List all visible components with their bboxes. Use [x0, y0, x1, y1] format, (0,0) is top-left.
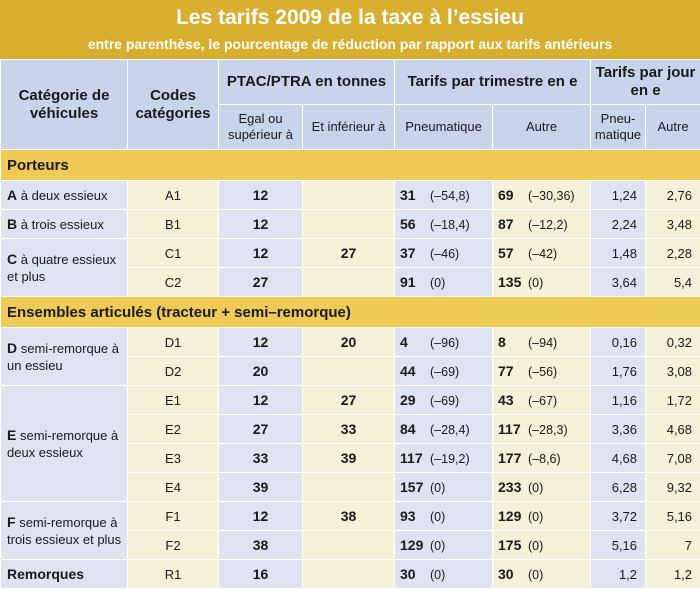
min-cell: 16 — [219, 560, 303, 589]
table-row — [1, 239, 700, 268]
page-title: Les tarifs 2009 de la taxe à l’essieu — [0, 0, 700, 35]
header-pneu-trim: Pneumatique — [395, 105, 493, 150]
jour-autre-cell: 9,32 — [646, 473, 700, 502]
header-egal: Egal ou supérieur à — [219, 105, 303, 150]
pneu-cell: 4 (–96) — [395, 328, 493, 357]
max-cell: 27 — [303, 386, 395, 415]
autre-cell: 233 (0) — [493, 473, 591, 502]
pneu-cell: 37 (–46) — [395, 239, 493, 268]
autre-cell: 135 (0) — [493, 268, 591, 297]
max-cell: 39 — [303, 444, 395, 473]
pneu-cell: 84 (–28,4) — [395, 415, 493, 444]
min-cell: 39 — [219, 473, 303, 502]
title-block — [0, 0, 700, 59]
header-jour: Tarifs par jour en e — [591, 60, 700, 105]
min-cell: 12 — [219, 386, 303, 415]
jour-pneu-cell: 6,28 — [591, 473, 646, 502]
pneu-cell: 117 (–19,2) — [395, 444, 493, 473]
max-cell — [303, 473, 395, 502]
table-row — [1, 181, 700, 210]
min-cell: 12 — [219, 328, 303, 357]
header-trimestre: Tarifs par trimestre en e — [395, 60, 591, 105]
jour-pneu-cell: 0,16 — [591, 328, 646, 357]
autre-cell: 87 (–12,2) — [493, 210, 591, 239]
jour-autre-cell: 3,48 — [646, 210, 700, 239]
code-cell: E3 — [128, 444, 219, 473]
autre-cell: 8 (–94) — [493, 328, 591, 357]
section-porteurs: Porteurs — [1, 150, 700, 181]
header-ptac: PTAC/PTRA en tonnes — [219, 60, 395, 105]
code-cell: E2 — [128, 415, 219, 444]
jour-pneu-cell: 1,16 — [591, 386, 646, 415]
category-cell: E semi-remorque à deux essieux — [1, 386, 128, 502]
jour-pneu-cell: 3,64 — [591, 268, 646, 297]
header-categorie: Catégorie de véhicules — [1, 60, 128, 150]
jour-autre-cell: 1,72 — [646, 386, 700, 415]
category-cell: D semi-remorque à un essieu — [1, 328, 128, 386]
code-cell: F2 — [128, 531, 219, 560]
jour-autre-cell: 1,2 — [646, 560, 700, 589]
max-cell: 20 — [303, 328, 395, 357]
max-cell — [303, 268, 395, 297]
jour-pneu-cell: 5,16 — [591, 531, 646, 560]
page-subtitle: entre parenthèse, le pourcentage de réduction par rapport aux tarifs antérieurs — [0, 35, 700, 53]
jour-autre-cell: 7,08 — [646, 444, 700, 473]
code-cell: E1 — [128, 386, 219, 415]
pneu-cell: 56 (–18,4) — [395, 210, 493, 239]
max-cell: 27 — [303, 239, 395, 268]
pneu-cell: 30 (0) — [395, 560, 493, 589]
section-row — [1, 297, 700, 328]
code-cell: D1 — [128, 328, 219, 357]
code-cell: E4 — [128, 473, 219, 502]
pneu-cell: 93 (0) — [395, 502, 493, 531]
min-cell: 27 — [219, 415, 303, 444]
autre-cell: 43 (–67) — [493, 386, 591, 415]
jour-pneu-cell: 1,76 — [591, 357, 646, 386]
jour-autre-cell: 0,32 — [646, 328, 700, 357]
min-cell: 12 — [219, 239, 303, 268]
jour-autre-cell: 7 — [646, 531, 700, 560]
table-row — [1, 210, 700, 239]
category-cell: B à trois essieux — [1, 210, 128, 239]
table-row — [1, 560, 700, 589]
category-cell: A à deux essieux — [1, 181, 128, 210]
header-codes: Codes catégories — [128, 60, 219, 150]
min-cell: 12 — [219, 502, 303, 531]
pneu-cell: 29 (–69) — [395, 386, 493, 415]
min-cell: 38 — [219, 531, 303, 560]
jour-autre-cell: 4,68 — [646, 415, 700, 444]
header-pneu-jour: Pneu-matique — [591, 105, 646, 150]
section-row — [1, 150, 700, 181]
header-autre-jour: Autre — [646, 105, 700, 150]
jour-pneu-cell: 3,36 — [591, 415, 646, 444]
min-cell: 27 — [219, 268, 303, 297]
min-cell: 20 — [219, 357, 303, 386]
autre-cell: 69 (–30,36) — [493, 181, 591, 210]
max-cell — [303, 531, 395, 560]
max-cell: 33 — [303, 415, 395, 444]
header-row-top — [1, 60, 700, 105]
header-inferieur: Et inférieur à — [303, 105, 395, 150]
jour-autre-cell: 5,16 — [646, 502, 700, 531]
max-cell: 38 — [303, 502, 395, 531]
pneu-cell: 91 (0) — [395, 268, 493, 297]
category-cell: F semi-remorque à trois essieux et plus — [1, 502, 128, 560]
jour-autre-cell: 3,08 — [646, 357, 700, 386]
code-cell: C2 — [128, 268, 219, 297]
code-cell: R1 — [128, 560, 219, 589]
tariff-table — [0, 59, 700, 589]
autre-cell: 57 (–42) — [493, 239, 591, 268]
pneu-cell: 157 (0) — [395, 473, 493, 502]
autre-cell: 30 (0) — [493, 560, 591, 589]
code-cell: C1 — [128, 239, 219, 268]
jour-autre-cell: 2,28 — [646, 239, 700, 268]
autre-cell: 117 (–28,3) — [493, 415, 591, 444]
category-cell: Remorques — [1, 560, 128, 589]
pneu-cell: 31 (–54,8) — [395, 181, 493, 210]
max-cell — [303, 357, 395, 386]
category-cell: C à quatre essieux et plus — [1, 239, 128, 297]
table-row — [1, 328, 700, 357]
jour-autre-cell: 2,76 — [646, 181, 700, 210]
pneu-cell: 44 (–69) — [395, 357, 493, 386]
min-cell: 12 — [219, 181, 303, 210]
code-cell: F1 — [128, 502, 219, 531]
jour-pneu-cell: 1,24 — [591, 181, 646, 210]
max-cell — [303, 210, 395, 239]
table-row — [1, 502, 700, 531]
jour-pneu-cell: 3,72 — [591, 502, 646, 531]
min-cell: 12 — [219, 210, 303, 239]
table-row — [1, 386, 700, 415]
jour-pneu-cell: 1,48 — [591, 239, 646, 268]
autre-cell: 77 (–56) — [493, 357, 591, 386]
pneu-cell: 129 (0) — [395, 531, 493, 560]
code-cell: B1 — [128, 210, 219, 239]
header-autre-trim: Autre — [493, 105, 591, 150]
autre-cell: 175 (0) — [493, 531, 591, 560]
code-cell: A1 — [128, 181, 219, 210]
max-cell — [303, 181, 395, 210]
autre-cell: 129 (0) — [493, 502, 591, 531]
jour-pneu-cell: 2,24 — [591, 210, 646, 239]
section-ensembles: Ensembles articulés (tracteur + semi–remorque) — [1, 297, 700, 328]
jour-pneu-cell: 1,2 — [591, 560, 646, 589]
autre-cell: 177 (–8,6) — [493, 444, 591, 473]
jour-pneu-cell: 4,68 — [591, 444, 646, 473]
jour-autre-cell: 5,4 — [646, 268, 700, 297]
min-cell: 33 — [219, 444, 303, 473]
code-cell: D2 — [128, 357, 219, 386]
max-cell — [303, 560, 395, 589]
